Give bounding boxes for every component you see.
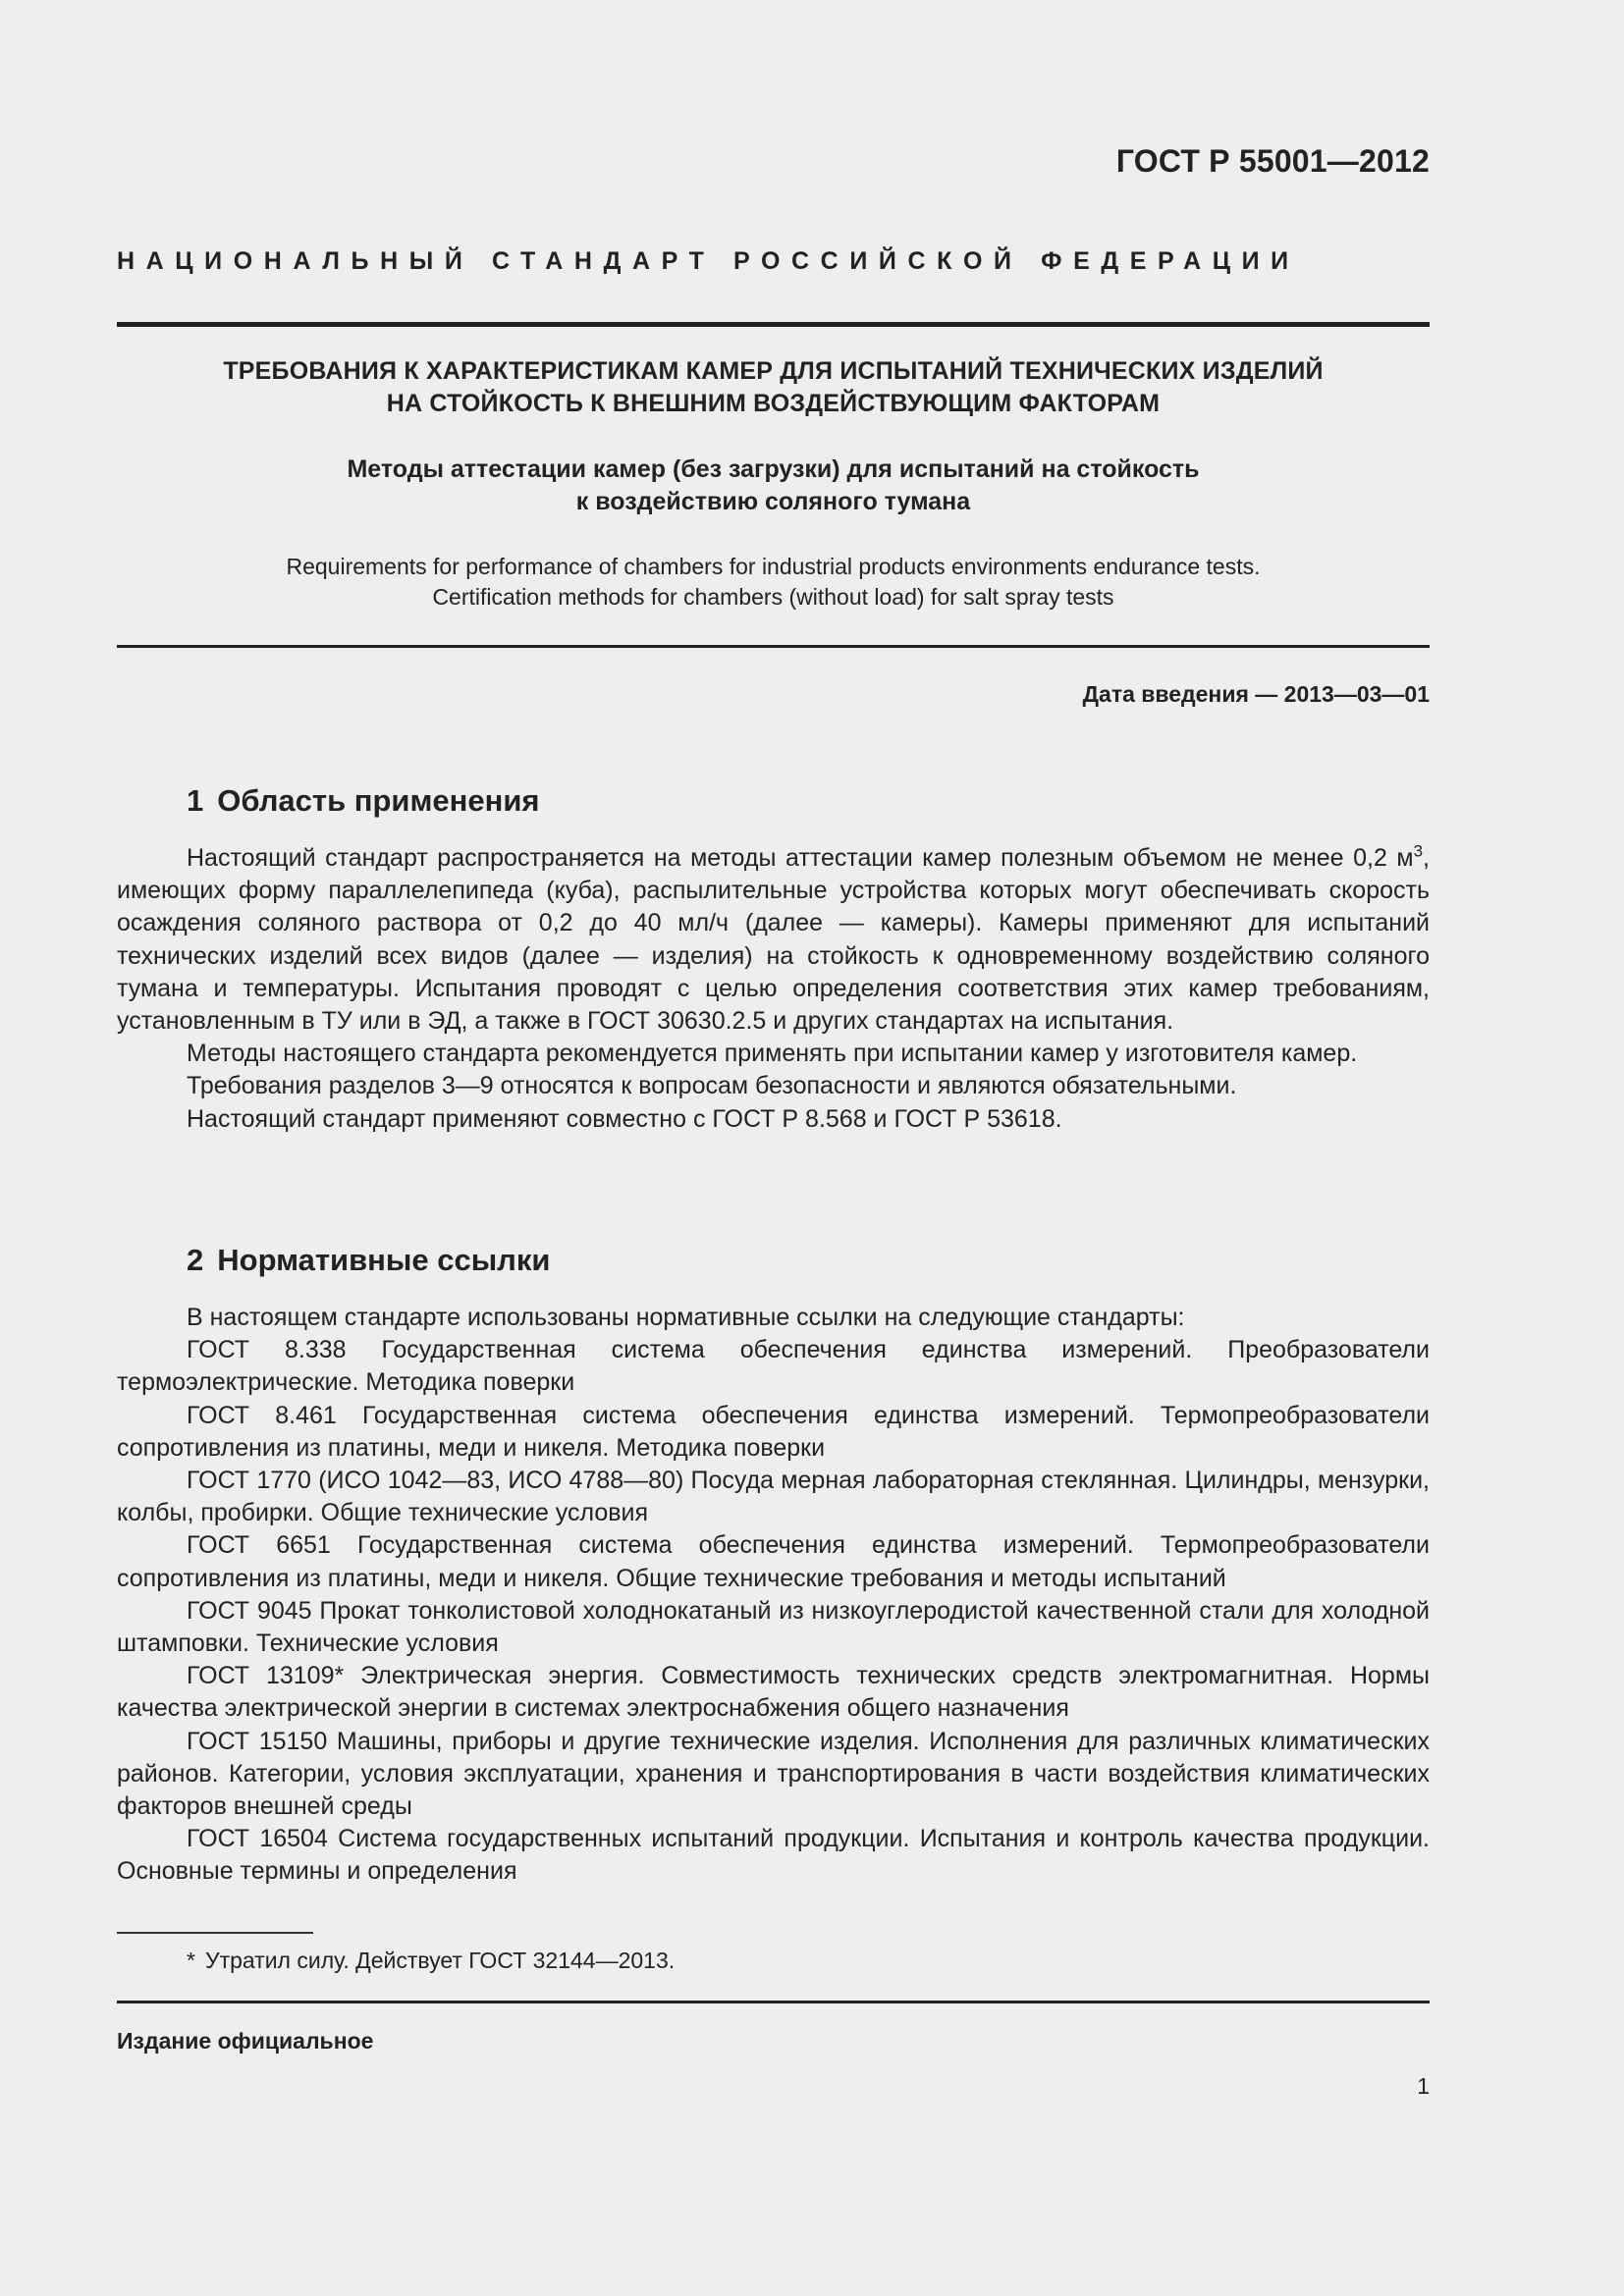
english-title-line-1: Requirements for performance of chambers for industrial products environments endurance tests.	[286, 554, 1261, 579]
reference-item: ГОСТ 13109* Электрическая энергия. Совместимость технических средств электромагнитная. Нормы качества электрической энергии в системах электроснабжения общего назначения	[117, 1662, 1430, 1723]
section-heading	[187, 781, 1430, 821]
reference-item: ГОСТ 1770 (ИСО 1042—83, ИСО 4788—80) Посуда мерная лабораторная стеклянная. Цилиндры, мензурки, колбы, пробирки. Общие технические условия	[117, 1467, 1430, 1527]
references-intro: В настоящем стандарте использованы нормативные ссылки на следующие стандарты:	[187, 1304, 1185, 1331]
english-title-line-2: Certification methods for chambers (without load) for salt spray tests	[432, 584, 1114, 610]
scope-paragraph-3: Требования разделов 3—9 относятся к вопросам безопасности и являются обязательными.	[187, 1072, 1237, 1100]
main-title-line-2: НА СТОЙКОСТЬ К ВНЕШНИМ ВОЗДЕЙСТВУЮЩИМ ФАКТОРАМ	[386, 390, 1161, 417]
footnote-text: Утратил силу. Действует ГОСТ 32144—2013.	[204, 1948, 676, 1973]
footer-divider	[117, 2001, 1430, 2003]
reference-item: ГОСТ 6651 Государственная система обеспечения единства измерений. Термопреобразователи сопротивления из платины, меди и никеля. Общие технические требования и методы испытаний	[117, 1531, 1430, 1592]
section-normative-references	[117, 1241, 1430, 1889]
introduction-date: Дата введения — 2013—03—01	[1082, 681, 1430, 707]
main-title	[117, 355, 1430, 420]
cubic-superscript: 3	[1413, 841, 1424, 861]
scope-paragraph-1-text-a: Настоящий стандарт распространяется на методы аттестации камер полезным объемом не менее 0,2 м	[187, 844, 1414, 872]
main-title-line-1: ТРЕБОВАНИЯ К ХАРАКТЕРИСТИКАМ КАМЕР ДЛЯ ИСПЫТАНИЙ ТЕХНИЧЕСКИХ ИЗДЕЛИЙ	[223, 357, 1324, 385]
section-title: Область применения	[217, 783, 540, 818]
scope-paragraph-1	[117, 842, 1430, 1038]
section-number: 2	[187, 1243, 204, 1277]
reference-item: ГОСТ 8.338 Государственная система обеспечения единства измерений. Преобразователи термоэлектрические. Методика поверки	[117, 1336, 1430, 1397]
footnote-marker: *	[187, 1948, 195, 1973]
scope-paragraph-1-text-b: , имеющих форму параллелепипеда (куба), распылительные устройства которых могут обеспечивать скорость осаждения соляного раствора от 0,2 до 40 мл/ч (далее — камеры). Камеры применяют для испытаний технических изделий всех видов (далее — изделия) на стойкость к одновременному воздействию соляного тумана и температуры. Испытания проводят с целью определения соответствия этих камер требованиям, установленным в ТУ или в ЭД, а также в ГОСТ 30630.2.5 и других стандартах на испытания.	[117, 844, 1430, 1036]
scope-paragraph-2: Методы настоящего стандарта рекомендуется применять при испытании камер у изготовителя камер.	[187, 1040, 1358, 1068]
subtitle-line-1: Методы аттестации камер (без загрузки) для испытаний на стойкость	[347, 455, 1200, 483]
page-number: 1	[1417, 2073, 1430, 2099]
subtitle	[117, 454, 1430, 518]
footnote-divider	[117, 1932, 313, 1934]
official-edition-label: Издание официальное	[117, 2028, 374, 2054]
reference-item: ГОСТ 8.461 Государственная система обеспечения единства измерений. Термопреобразователи сопротивления из платины, меди и никеля. Методика поверки	[117, 1401, 1430, 1462]
section-heading	[187, 1241, 1430, 1280]
scope-paragraph-4: Настоящий стандарт применяют совместно с ГОСТ Р 8.568 и ГОСТ Р 53618.	[187, 1104, 1062, 1133]
national-standard-heading: НАЦИОНАЛЬНЫЙ СТАНДАРТ РОССИЙСКОЙ ФЕДЕРАЦИИ	[117, 247, 1300, 275]
document-number: ГОСТ Р 55001—2012	[1115, 143, 1430, 179]
reference-item: ГОСТ 16504 Система государственных испытаний продукции. Испытания и контроль качества продукции. Основные термины и определения	[117, 1825, 1430, 1886]
title-divider	[117, 645, 1430, 648]
subtitle-line-2: к воздействию соляного тумана	[575, 488, 971, 515]
footnote	[187, 1946, 675, 1975]
section-scope	[117, 781, 1430, 1136]
section-title: Нормативные ссылки	[217, 1243, 551, 1277]
section-number: 1	[187, 783, 204, 818]
header-divider	[117, 322, 1430, 327]
reference-item: ГОСТ 15150 Машины, приборы и другие технические изделия. Исполнения для различных климатических районов. Категории, условия эксплуатации, хранения и транспортирования в части воздействия климатических факторов внешней среды	[117, 1727, 1430, 1821]
english-title	[117, 552, 1430, 613]
reference-item: ГОСТ 9045 Прокат тонколистовой холоднокатаный из низкоуглеродистой качественной стали для холодной штамповки. Технические условия	[117, 1596, 1430, 1658]
title-block	[117, 355, 1430, 613]
